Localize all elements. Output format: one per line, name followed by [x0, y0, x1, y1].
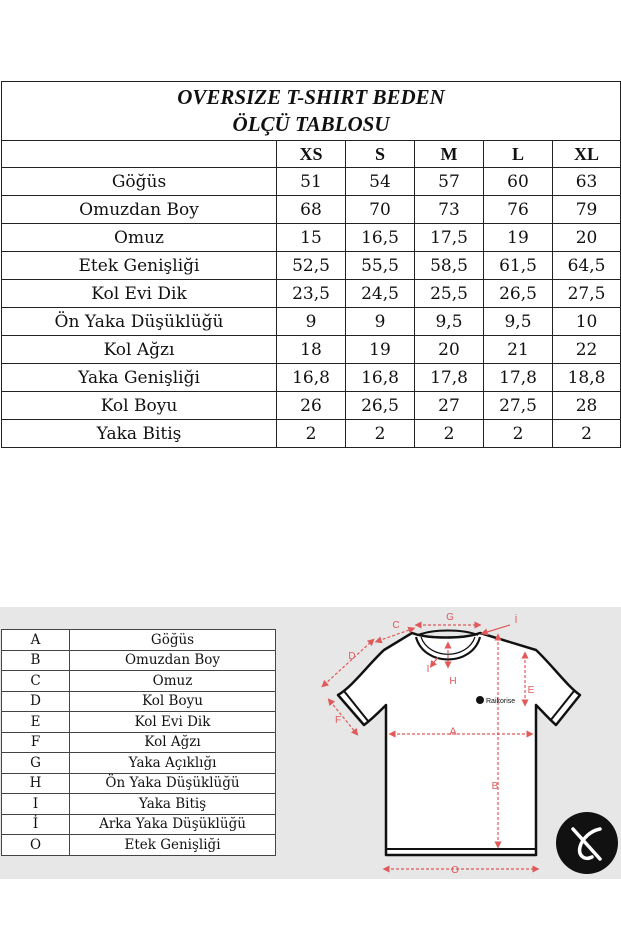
cell-value: 27: [415, 392, 484, 420]
cell-value: 9: [277, 308, 346, 336]
cell-value: 60: [484, 168, 553, 196]
table-row: [2, 168, 621, 196]
label-b: B: [491, 781, 499, 792]
table-title: [2, 82, 621, 141]
legend-name: Omuzdan Boy: [70, 650, 276, 671]
cell-value: 19: [346, 336, 415, 364]
legend-letter: I: [2, 794, 70, 815]
legend-name: Kol Boyu: [70, 691, 276, 712]
legend-letter: İ: [2, 814, 70, 835]
cell-value: 52,5: [277, 252, 346, 280]
legend-row: [2, 732, 276, 753]
cell-value: 16,8: [277, 364, 346, 392]
cell-value: 10: [553, 308, 621, 336]
cell-value: 76: [484, 196, 553, 224]
legend-letter: G: [2, 753, 70, 774]
row-label: Etek Genişliği: [2, 252, 277, 280]
cell-value: 68: [277, 196, 346, 224]
cell-value: 21: [484, 336, 553, 364]
legend-letter: B: [2, 650, 70, 671]
legend-row: [2, 835, 276, 856]
cell-value: 9: [346, 308, 415, 336]
legend-name: Arka Yaka Düşüklüğü: [70, 814, 276, 835]
legend-letter: A: [2, 630, 70, 651]
cell-value: 2: [415, 420, 484, 448]
label-o: O: [451, 865, 459, 876]
cell-value: 28: [553, 392, 621, 420]
cell-value: 18,8: [553, 364, 621, 392]
cell-value: 2: [346, 420, 415, 448]
legend-row: [2, 814, 276, 835]
cell-value: 9,5: [415, 308, 484, 336]
legend-row: [2, 691, 276, 712]
size-header-l: L: [484, 141, 553, 168]
cell-value: 27,5: [553, 280, 621, 308]
table-row: [2, 364, 621, 392]
title-line-2: ÖLÇÜ TABLOSU: [232, 112, 390, 136]
cell-value: 17,8: [484, 364, 553, 392]
cell-value: 79: [553, 196, 621, 224]
legend-letter: F: [2, 732, 70, 753]
table-row: [2, 420, 621, 448]
legend-name: Omuz: [70, 671, 276, 692]
header-blank: [2, 141, 277, 168]
cell-value: 2: [277, 420, 346, 448]
cell-value: 73: [415, 196, 484, 224]
legend-name: Etek Genişliği: [70, 835, 276, 856]
cell-value: 15: [277, 224, 346, 252]
brand-logo-icon: [556, 812, 618, 874]
label-i: I: [426, 664, 430, 675]
cell-value: 51: [277, 168, 346, 196]
row-label: Göğüs: [2, 168, 277, 196]
cell-value: 22: [553, 336, 621, 364]
cell-value: 16,8: [346, 364, 415, 392]
legend-row: [2, 650, 276, 671]
legend-row: [2, 671, 276, 692]
legend-letter: D: [2, 691, 70, 712]
table-row: [2, 392, 621, 420]
legend-letter: C: [2, 671, 70, 692]
label-g: G: [446, 612, 454, 623]
cell-value: 55,5: [346, 252, 415, 280]
table-row: [2, 196, 621, 224]
legend-row: [2, 794, 276, 815]
legend-letter: O: [2, 835, 70, 856]
cell-value: 2: [553, 420, 621, 448]
legend-row: [2, 753, 276, 774]
tshirt-measurement-diagram: [300, 607, 621, 879]
size-chart-table: [1, 81, 621, 448]
legend-name: Yaka Bitiş: [70, 794, 276, 815]
table-row: [2, 252, 621, 280]
label-c: C: [392, 620, 400, 631]
legend-row: [2, 773, 276, 794]
cell-value: 58,5: [415, 252, 484, 280]
table-row: [2, 280, 621, 308]
row-label: Kol Evi Dik: [2, 280, 277, 308]
cell-value: 26: [277, 392, 346, 420]
cell-value: 23,5: [277, 280, 346, 308]
row-label: Ön Yaka Düşüklüğü: [2, 308, 277, 336]
table-row: [2, 336, 621, 364]
label-f: F: [334, 715, 342, 726]
tshirt-outline: [338, 633, 580, 855]
label-a: A: [449, 726, 457, 738]
arrow-i-dot: [484, 625, 510, 633]
collar-back: [418, 631, 478, 636]
cell-value: 9,5: [484, 308, 553, 336]
cell-value: 63: [553, 168, 621, 196]
size-header-m: M: [415, 141, 484, 168]
size-header-s: S: [346, 141, 415, 168]
cell-value: 19: [484, 224, 553, 252]
size-header-xl: XL: [553, 141, 621, 168]
legend-letter: E: [2, 712, 70, 733]
legend-name: Kol Evi Dik: [70, 712, 276, 733]
row-label: Yaka Genişliği: [2, 364, 277, 392]
cell-value: 26,5: [346, 392, 415, 420]
table-row: [2, 224, 621, 252]
row-label: Omuz: [2, 224, 277, 252]
brand-dot-icon: [476, 696, 484, 704]
cell-value: 2: [484, 420, 553, 448]
label-i-dot: İ: [514, 615, 518, 626]
cell-value: 27,5: [484, 392, 553, 420]
legend-name: Kol Ağzı: [70, 732, 276, 753]
label-d: D: [348, 651, 356, 662]
table-row: [2, 308, 621, 336]
measurement-guide-panel: [0, 607, 621, 879]
cell-value: 17,8: [415, 364, 484, 392]
cell-value: 57: [415, 168, 484, 196]
cell-value: 24,5: [346, 280, 415, 308]
row-label: Omuzdan Boy: [2, 196, 277, 224]
size-header-xs: XS: [277, 141, 346, 168]
cell-value: 17,5: [415, 224, 484, 252]
cell-value: 70: [346, 196, 415, 224]
legend-name: Yaka Açıklığı: [70, 753, 276, 774]
title-line-1: OVERSIZE T-SHIRT BEDEN: [177, 85, 445, 109]
row-label: Yaka Bitiş: [2, 420, 277, 448]
row-label: Kol Boyu: [2, 392, 277, 420]
legend-row: [2, 712, 276, 733]
cell-value: 26,5: [484, 280, 553, 308]
cell-value: 61,5: [484, 252, 553, 280]
cell-value: 18: [277, 336, 346, 364]
legend-name: Göğüs: [70, 630, 276, 651]
label-h: H: [449, 676, 457, 687]
shirt-brand-text: Raikorise: [486, 698, 516, 705]
legend-name: Ön Yaka Düşüklüğü: [70, 773, 276, 794]
cell-value: 64,5: [553, 252, 621, 280]
cell-value: 25,5: [415, 280, 484, 308]
label-e: E: [527, 685, 535, 696]
legend-row: [2, 630, 276, 651]
cell-value: 20: [415, 336, 484, 364]
cell-value: 16,5: [346, 224, 415, 252]
row-label: Kol Ağzı: [2, 336, 277, 364]
cell-value: 20: [553, 224, 621, 252]
legend-letter: H: [2, 773, 70, 794]
measurement-legend-table: [1, 629, 276, 856]
size-header-row: [2, 141, 621, 168]
cell-value: 54: [346, 168, 415, 196]
